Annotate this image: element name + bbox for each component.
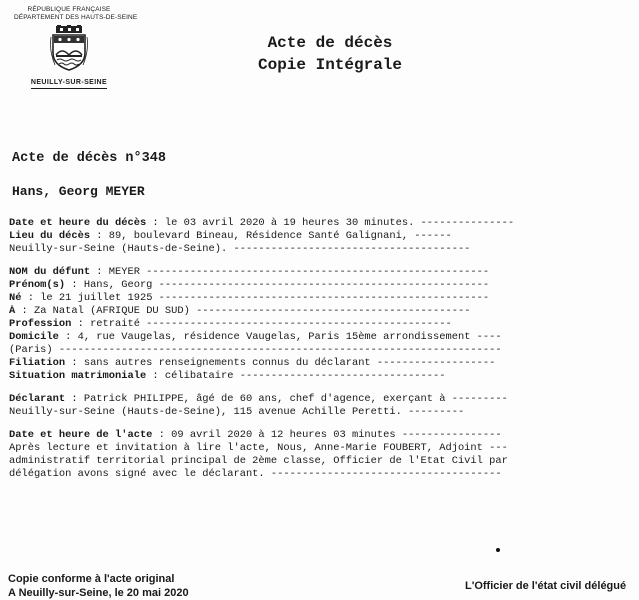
republic-label: RÉPUBLIQUE FRANÇAISE [27,6,111,13]
city-name: NEUILLY-SUR-SEINE [31,79,107,89]
death-place-line [9,230,633,243]
certified-copy-label: Copie conforme à l'acte original [8,573,175,585]
profession-value: : retraité ------------------------------------------------- [71,318,452,330]
filiation-label: Filiation [9,357,66,369]
title-line-1: Acte de décès [267,34,393,52]
birth-place-line [9,305,633,318]
declarant-label: Déclarant [9,393,66,405]
residence-continued: (Paris) ----------------------------------------------------------------------- [9,344,502,356]
birth-date-line [9,292,633,305]
paper-speck [496,548,500,552]
act-text-line-4: délégation avons signé avec le déclarant. ------------------------------------- [9,468,502,480]
place-and-date: A Neuilly-sur-Seine, le 20 mai 2020 [8,587,189,599]
act-content [9,217,633,481]
document-title [200,32,460,76]
first-names-value: : Hans, Georg ----------------------------------------------------- [65,279,490,291]
filiation-value: : sans autres renseignements connus du déclarant ------------------- [65,357,496,369]
city-coat-of-arms-icon [49,25,89,71]
residence-line [9,331,633,344]
officer-signature-label: L'Officier de l'état civil délégué [465,580,627,592]
act-date-line [9,429,633,442]
act-text-line-2: Après lecture et invitation à lire l'acte, Nous, Anne-Marie FOUBERT, Adjoint --- [9,442,508,454]
title-line-2: Copie Intégrale [257,56,403,74]
residence-label: Domicile [9,331,59,343]
deceased-name-line [9,266,633,279]
death-place-value: : 89, boulevard Bineau, Résidence Santé Galignani, ------ [90,230,452,242]
declarant-line [9,393,633,406]
declarant-continued: Neuilly-sur-Seine (Hauts-de-Seine), 115 avenue Achille Peretti. --------- [9,406,465,418]
birth-date-value: : le 21 juillet 1925 ----------------------------------------------------- [21,292,490,304]
death-place-label: Lieu du décès [9,230,91,242]
marital-status-label: Situation matrimoniale [9,370,147,382]
act-number: Acte de décès n°348 [12,151,166,166]
certification-block [8,572,189,600]
death-date-label: Date et heure du décès [9,217,147,229]
death-date-line [9,217,633,230]
birth-date-label: Né [9,292,22,304]
deceased-name-label: NOM du défunt [9,266,91,278]
city-header [14,6,138,89]
act-text-line-3: administratif territorial principal de 2ème classe, Officier de l'Etat Civil par [9,455,508,467]
marital-status-value: : célibataire --------------------------------- [146,370,446,382]
declarant-value: : Patrick PHILIPPE, âgé de 60 ans, chef d'agence, exerçant à --------- [65,393,508,405]
residence-value: : 4, rue Vaugelas, résidence Vaugelas, Paris 15ème arrondissement ---- [58,331,502,343]
first-names-line [9,279,633,292]
deceased-name-value: : MEYER ------------------------------------------------------- [90,266,490,278]
marital-status-line [9,370,633,383]
first-names-label: Prénom(s) [9,279,66,291]
person-name: Hans, Georg MEYER [12,184,145,199]
filiation-line [9,357,633,370]
department-label: DÉPARTEMENT DES HAUTS-DE-SEINE [14,14,138,21]
death-date-value: : le 03 avril 2020 à 19 heures 30 minutes. --------------- [146,217,515,229]
act-date-label: Date et heure de l'acte [9,429,153,441]
birth-place-value: : Za Natal (AFRIQUE DU SUD) -------------------------------------------- [15,305,471,317]
birth-place-label: À [9,305,16,317]
profession-line [9,318,633,331]
act-date-value: : 09 avril 2020 à 12 heures 03 minutes ---------------- [152,429,502,441]
profession-label: Profession [9,318,72,330]
death-place-continued: Neuilly-sur-Seine (Hauts-de-Seine). -------------------------------------- [9,243,471,255]
